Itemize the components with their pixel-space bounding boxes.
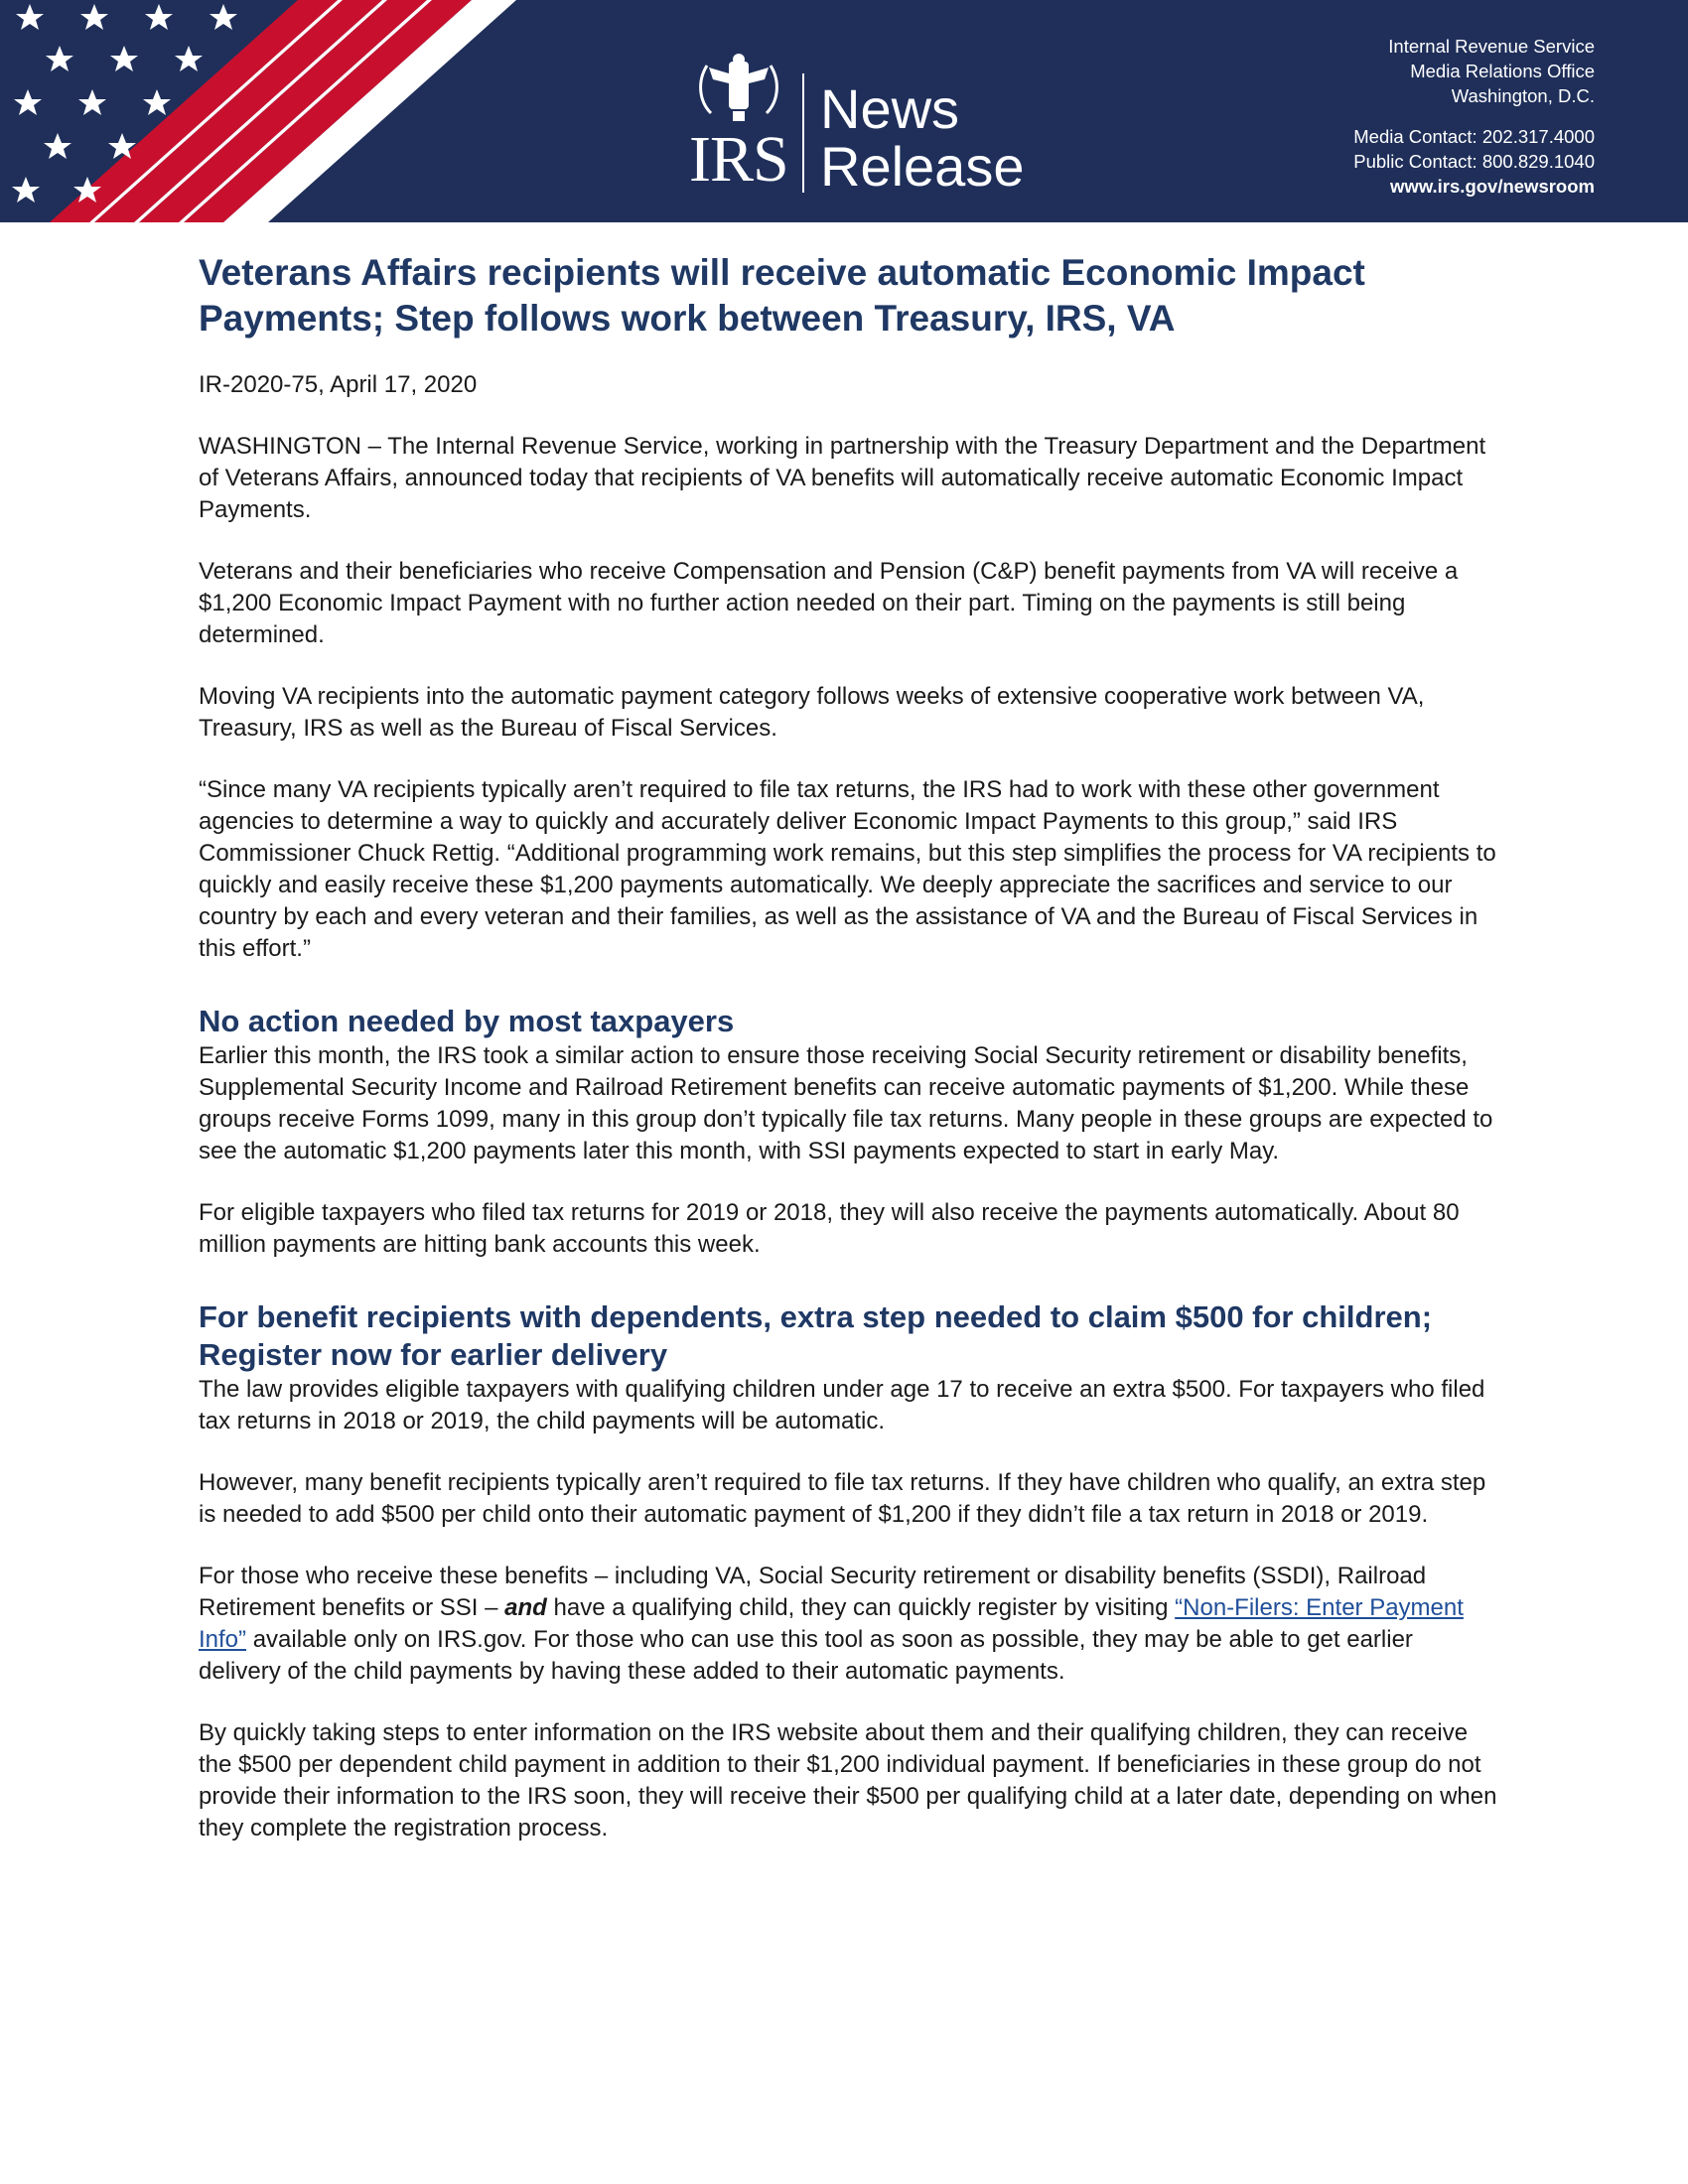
paragraph-veterans: Veterans and their beneficiaries who receive Compensation and Pension (C&P) benefit payments from VA will receive a $1,200 Economic Impact Payment with no further action needed on their part. Timing on the payments is still being determined.: [199, 558, 1459, 648]
media-contact: Media Contact: 202.317.4000: [1353, 126, 1595, 147]
section-heading-dependents: For benefit recipients with dependents, extra step needed to claim $500 for children; Register now for earlier delivery: [199, 1299, 1433, 1372]
register-text-1: For those who receive these benefits – including VA, Social Security retirement or disability benefits (SSDI), Railroad Retirement benefits or SSI –: [199, 1563, 1427, 1621]
paragraph-eligible-taxpayers: For eligible taxpayers who filed tax returns for 2019 or 2018, they will also receive the payments automatically. About 80 million payments are hitting bank accounts this week.: [199, 1199, 1460, 1258]
office-name: Media Relations Office: [1410, 61, 1595, 81]
logo-divider: [802, 73, 804, 193]
contact-block: [1353, 34, 1595, 199]
register-text-3: available only on IRS.gov. For those who can use this tool as soon as possible, they may be able to get earlier delivery of the child payments by having these added to their automatic payments.: [199, 1626, 1413, 1685]
register-emphasis: and: [504, 1594, 547, 1621]
paragraph-intro: WASHINGTON – The Internal Revenue Service, working in partnership with the Treasury Department and the Department of Veterans Affairs, announced today that recipients of VA benefits will automatically receive automatic Economic Impact Payments.: [199, 433, 1486, 523]
american-flag-graphic: [0, 0, 695, 222]
public-contact: Public Contact: 800.829.1040: [1353, 151, 1595, 172]
article-title: Veterans Affairs recipients will receive automatic Economic Impact Payments; Step follows work between Treasury, IRS, VA: [199, 252, 1365, 339]
office-location: Washington, D.C.: [1451, 85, 1595, 106]
news-title: News: [820, 77, 960, 140]
non-filers-link[interactable]: “Non-Filers: Enter Payment Info”: [199, 1594, 1464, 1653]
newsroom-link[interactable]: www.irs.gov/newsroom: [1390, 176, 1595, 197]
section-heading-no-action: No action needed by most taxpayers: [199, 1004, 735, 1038]
article-body: [199, 250, 1499, 1844]
paragraph-cooperation: Moving VA recipients into the automatic payment category follows weeks of extensive cooperative work between VA, Treasury, IRS as well as the Bureau of Fiscal Services.: [199, 683, 1425, 742]
irs-logo-text: IRS: [689, 123, 788, 196]
paragraph-register: [199, 1561, 1499, 1688]
paragraph-quote: “Since many VA recipients typically aren’t required to file tax returns, the IRS had to work with these other government agencies to determine a way to quickly and accurately deliver Economic Impact Payments to this group,” said IRS Commissioner Chuck Rettig. “Additional programming work remains, but this step simplifies the process for VA recipients to quickly and easily receive these $1,200 payments automatically. We deeply appreciate the sacrifices and service to our country by each and every veteran and their families, as well as the assistance of VA and the Bureau of Fiscal Services in this effort.”: [199, 776, 1496, 962]
paragraph-quick-steps: By quickly taking steps to enter information on the IRS website about them and their qualifying children, they can receive the $500 per dependent child payment in addition to their $1,200 individual payment. If beneficiaries in these group do not provide their information to the IRS soon, they will receive their $500 per qualifying child at a later date, depending on when they complete the registration process.: [199, 1719, 1497, 1842]
release-title: Release: [820, 135, 1025, 198]
news-release-banner: [0, 0, 1688, 222]
register-text-2: have a qualifying child, they can quickly register by visiting: [546, 1594, 1176, 1621]
agency-name: Internal Revenue Service: [1388, 36, 1595, 57]
paragraph-earlier-action: Earlier this month, the IRS took a similar action to ensure those receiving Social Security retirement or disability benefits, Supplemental Security Income and Railroad Retirement benefits can receive automatic payments of $1,200. While these groups receive Forms 1099, many in this group don’t typically file tax returns. Many people in these groups are expected to see the automatic $1,200 payments later this month, with SSI payments expected to start in early May.: [199, 1042, 1493, 1164]
paragraph-extra-step: However, many benefit recipients typically aren’t required to file tax returns. If they have children who qualify, an extra step is needed to add $500 per child onto their automatic payment of $1,200 if they didn’t file a tax return in 2018 or 2019.: [199, 1469, 1486, 1528]
release-id: IR-2020-75, April 17, 2020: [199, 371, 478, 398]
irs-eagle-logo-icon: [691, 54, 786, 129]
paragraph-child-payment: The law provides eligible taxpayers with qualifying children under age 17 to receive an extra $500. For taxpayers who filed tax returns in 2018 or 2019, the child payments will be automatic.: [199, 1376, 1485, 1434]
